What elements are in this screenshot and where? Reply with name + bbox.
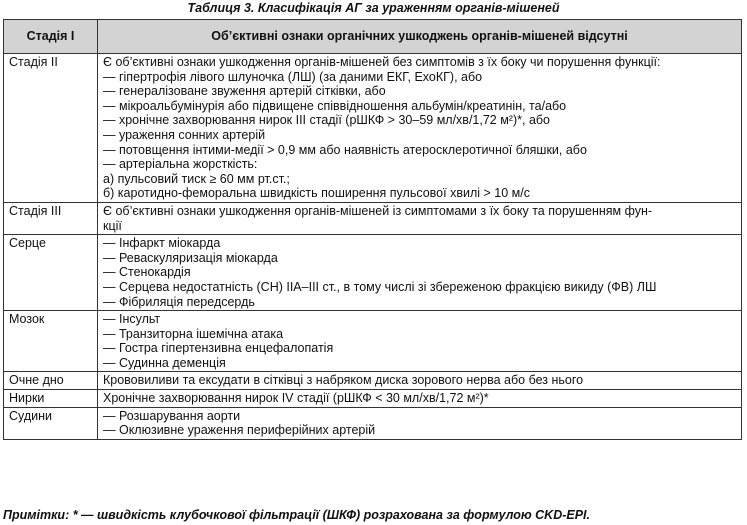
header-stage-1-description: Об’єктивні ознаки органічних ушкоджень органів-мішеней відсутні (98, 20, 742, 54)
description-line: — Серцева недостатність (СН) ІІА–ІІІ ст., в тому числі зі збереженою фракцією викиду (ФВ) ЛШ (103, 279, 657, 294)
description-line: — Реваскуляризація міокарда (103, 250, 278, 265)
row-label: Стадія ІІ (4, 54, 98, 203)
table-caption: Таблиця 3. Класифікація АГ за ураженням органів-мішеней (187, 1, 560, 15)
row-label: Серце (4, 235, 98, 311)
row-description (98, 54, 742, 203)
row-label: Нирки (4, 390, 98, 408)
table-row (4, 311, 742, 372)
description-line: — Судинна деменція (103, 355, 226, 370)
description-line: Є об’єктивні ознаки ушкодження органів-мішеней без симптомів з їх боку чи порушення функції: (103, 55, 661, 69)
table-header-row (4, 20, 742, 54)
description-line: Хронічне захворювання нирок IV стадії (рШКФ < 30 мл/хв/1,72 м²)* (103, 391, 489, 406)
description-line: а) пульсовий тиск ≥ 60 мм рт.ст.; (103, 171, 290, 186)
row-label: Мозок (4, 311, 98, 372)
row-label: Судини (4, 407, 98, 439)
description-line: б) каротидно-феморальна швидкість поширення пульсової хвилі > 10 м/с (103, 186, 530, 201)
row-label: Стадія ІІІ (4, 202, 98, 234)
header-stage-1: Стадія І (4, 20, 98, 54)
description-line: — гіпертрофія лівого шлуночка (ЛШ) (за даними ЕКГ, ЕхоКГ), або (103, 69, 483, 84)
table-notes: Примітки: * — швидкість клубочкової фільтрації (ШКФ) розрахована за формулою CKD-EPI. (3, 508, 591, 522)
row-description (98, 372, 742, 390)
row-description (98, 311, 742, 372)
row-description (98, 390, 742, 408)
description-line: — Інсульт (103, 312, 161, 327)
description-line: кції (103, 218, 122, 233)
row-description (98, 407, 742, 439)
description-line: — артеріальна жорсткість: (103, 157, 258, 172)
description-line: — потовщення інтими-медії > 0,9 мм або наявність атеросклеротичної бляшки, або (103, 142, 587, 157)
description-line: Крововиливи та ексудати в сітківці з набряком диска зорового нерва або без нього (103, 373, 584, 388)
description-line: — Розшарування аорти (103, 408, 241, 423)
description-line: — Оклюзивне ураження периферійних артерій (103, 423, 376, 438)
row-description (98, 235, 742, 311)
description-line: Є об’єктивні ознаки ушкодження органів-мішеней із симптомами з їх боку та порушенням фун- (103, 203, 653, 218)
row-label: Очне дно (4, 372, 98, 390)
description-line: — Інфаркт міокарда (103, 236, 221, 251)
table-row (4, 390, 742, 408)
table-row (4, 407, 742, 439)
description-line: — Стенокардія (103, 265, 191, 280)
classification-table (3, 19, 742, 440)
table-row (4, 235, 742, 311)
description-line: — генералізоване звуження артерій сітківки, або (103, 84, 386, 99)
description-line: — ураження сонних артерій (103, 127, 266, 142)
description-line: — Фібриляція передсердь (103, 294, 255, 309)
description-line: — хронічне захворювання нирок ІІІ стадії (рШКФ > 30–59 мл/хв/1,72 м²)*, або (103, 113, 551, 128)
description-line: — Гостра гіпертензивна енцефалопатія (103, 341, 334, 356)
description-line: — мікроальбумінурія або підвищене співвідношення альбумін/креатинін, та/або (103, 98, 567, 113)
description-line: — Транзиторна ішемічна атака (103, 326, 284, 341)
table-row (4, 372, 742, 390)
table-row (4, 202, 742, 234)
table-row (4, 54, 742, 203)
row-description (98, 202, 742, 234)
